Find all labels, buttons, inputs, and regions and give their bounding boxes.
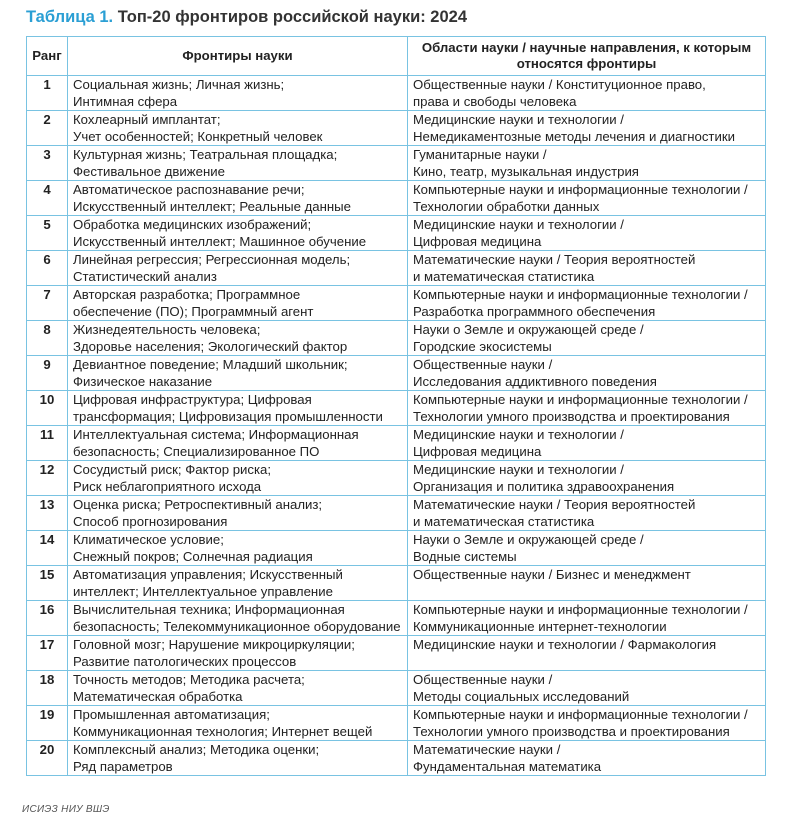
frontier-line: Промышленная автоматизация; [73, 707, 270, 722]
area-line: Компьютерные науки и информационные технологии / [413, 287, 748, 302]
area-cell [408, 601, 766, 636]
area-cell [408, 531, 766, 566]
frontier-cell [68, 671, 408, 706]
area-cell [408, 671, 766, 706]
frontier-cell [68, 356, 408, 391]
area-line: Медицинские науки и технологии / [413, 217, 624, 232]
area-line: Компьютерные науки и информационные технологии / [413, 602, 748, 617]
area-line: Городские экосистемы [413, 338, 552, 354]
header-areas-line1: Области науки / научные направления, [421, 39, 680, 55]
area-line: Общественные науки / Конституционное право, [413, 77, 706, 92]
area-line: Фундаментальная математика [413, 758, 602, 774]
frontier-line: Развитие патологических процессов [73, 653, 297, 669]
rank-cell: 9 [27, 356, 68, 391]
area-line: Медицинские науки и технологии / [413, 427, 624, 442]
area-cell [408, 181, 766, 216]
frontier-line: Кохлеарный имплантат; [73, 112, 221, 127]
rank-cell: 19 [27, 706, 68, 741]
area-line: Технологии умного производства и проектирования [413, 408, 730, 424]
frontier-line: Здоровье населения; Экологический фактор [73, 338, 348, 354]
rank-cell: 20 [27, 741, 68, 776]
frontier-line: безопасность; Телекоммуникационное оборудование [73, 618, 401, 634]
frontier-line: Климатическое условие; [73, 532, 224, 547]
frontier-cell [68, 76, 408, 111]
rank-cell: 14 [27, 531, 68, 566]
area-cell [408, 76, 766, 111]
frontier-line: Точность методов; Методика расчета; [73, 672, 305, 687]
area-line: Компьютерные науки и информационные технологии / [413, 392, 748, 407]
table-row [27, 496, 766, 531]
area-line: Общественные науки / [413, 672, 553, 687]
table-row [27, 706, 766, 741]
rank-cell: 17 [27, 636, 68, 671]
area-cell [408, 251, 766, 286]
area-line: Математические науки / [413, 742, 561, 757]
table-row [27, 461, 766, 496]
frontier-line: Культурная жизнь; Театральная площадка; [73, 147, 338, 162]
frontier-line: Физическое наказание [73, 373, 213, 389]
rank-cell: 3 [27, 146, 68, 181]
area-line: Разработка программного обеспечения [413, 303, 656, 319]
rank-cell: 1 [27, 76, 68, 111]
frontiers-table [26, 36, 766, 776]
rank-cell: 18 [27, 671, 68, 706]
rank-cell: 11 [27, 426, 68, 461]
area-line: Медицинские науки и технологии / [413, 112, 624, 127]
frontier-line: Вычислительная техника; Информационная [73, 602, 345, 617]
area-cell [408, 741, 766, 776]
frontier-line: Риск неблагоприятного исхода [73, 478, 262, 494]
rank-cell: 10 [27, 391, 68, 426]
table-row [27, 216, 766, 251]
table-row [27, 391, 766, 426]
area-cell [408, 636, 766, 671]
table-title [26, 8, 467, 27]
table-row [27, 356, 766, 391]
rank-cell: 6 [27, 251, 68, 286]
source-footer: ИСИЭЗ НИУ ВШЭ [22, 804, 110, 815]
table-row [27, 286, 766, 321]
area-line: Гуманитарные науки / [413, 147, 547, 162]
rank-cell: 13 [27, 496, 68, 531]
frontier-line: Обработка медицинских изображений; [73, 217, 312, 232]
frontier-line: Девиантное поведение; Младший школьник; [73, 357, 348, 372]
frontier-line: Искусственный интеллект; Реальные данные [73, 198, 351, 214]
frontier-line: Комплексный анализ; Методика оценки; [73, 742, 320, 757]
frontier-line: Интеллектуальная система; Информационная [73, 427, 359, 442]
frontier-cell [68, 636, 408, 671]
area-cell [408, 496, 766, 531]
frontier-cell [68, 216, 408, 251]
frontier-line: Головной мозг; Нарушение микроциркуляции; [73, 637, 355, 652]
table-row [27, 601, 766, 636]
frontier-line: интеллект; Интеллектуальное управление [73, 583, 333, 599]
frontier-line: Автоматизация управления; Искусственный [73, 567, 343, 582]
frontier-line: Линейная регрессия; Регрессионная модель; [73, 252, 351, 267]
frontier-line: обеспечение (ПО); Программный агент [73, 303, 314, 319]
frontier-cell [68, 391, 408, 426]
frontier-line: Коммуникационная технология; Интернет вещей [73, 723, 373, 739]
area-line: Исследования аддиктивного поведения [413, 373, 657, 389]
frontier-line: Автоматическое распознавание речи; [73, 182, 305, 197]
frontier-cell [68, 566, 408, 601]
frontier-cell [68, 286, 408, 321]
rank-cell: 16 [27, 601, 68, 636]
area-cell [408, 216, 766, 251]
frontier-cell [68, 321, 408, 356]
table-title-label: Таблица 1. [26, 8, 114, 26]
table-row [27, 426, 766, 461]
area-cell [408, 426, 766, 461]
frontier-line: безопасность; Специализированное ПО [73, 443, 320, 459]
frontier-cell [68, 111, 408, 146]
table-header-row [27, 37, 766, 76]
table-row [27, 181, 766, 216]
table-row [27, 531, 766, 566]
header-frontiers: Фронтиры науки [68, 37, 408, 76]
area-line: Водные системы [413, 548, 517, 564]
area-line: и математическая статистика [413, 513, 595, 529]
area-line: Математические науки / Теория вероятностей [413, 252, 696, 267]
frontier-line: Ряд параметров [73, 758, 173, 774]
table-row [27, 76, 766, 111]
frontier-line: Социальная жизнь; Личная жизнь; [73, 77, 285, 92]
frontier-cell [68, 496, 408, 531]
area-cell [408, 111, 766, 146]
frontier-cell [68, 706, 408, 741]
table-title-text: Топ-20 фронтиров российской науки: 2024 [117, 8, 468, 26]
area-line: Организация и политика здравоохранения [413, 478, 675, 494]
table-row [27, 671, 766, 706]
frontier-cell [68, 181, 408, 216]
frontier-line: трансформация; Цифровизация промышленности [73, 408, 383, 424]
area-line: Методы социальных исследований [413, 688, 630, 704]
area-line: Технологии умного производства и проектирования [413, 723, 730, 739]
frontier-cell [68, 426, 408, 461]
frontier-line: Учет особенностей; Конкретный человек [73, 128, 323, 144]
area-line: Науки о Земле и окружающей среде / [413, 322, 644, 337]
frontier-cell [68, 146, 408, 181]
area-line: Науки о Земле и окружающей среде / [413, 532, 644, 547]
area-line: и математическая статистика [413, 268, 595, 284]
frontier-cell [68, 601, 408, 636]
rank-cell: 15 [27, 566, 68, 601]
table-row [27, 111, 766, 146]
frontier-line: Искусственный интеллект; Машинное обучение [73, 233, 367, 249]
frontier-line: Математическая обработка [73, 688, 243, 704]
header-areas [408, 37, 766, 76]
area-line: Компьютерные науки и информационные технологии / [413, 707, 748, 722]
area-line: Немедикаментозные методы лечения и диагностики [413, 128, 735, 144]
area-line: Цифровая медицина [413, 443, 542, 459]
rank-cell: 2 [27, 111, 68, 146]
rank-cell: 8 [27, 321, 68, 356]
frontier-line: Авторская разработка; Программное [73, 287, 301, 302]
header-areas-line2: к которым относятся фронтиры [516, 39, 752, 71]
area-cell [408, 321, 766, 356]
frontier-cell [68, 461, 408, 496]
area-line: Коммуникационные интернет-технологии [413, 618, 667, 634]
area-cell [408, 391, 766, 426]
frontier-line: Жизнедеятельность человека; [73, 322, 261, 337]
frontier-line: Способ прогнозирования [73, 513, 228, 529]
area-line: Кино, театр, музыкальная индустрия [413, 163, 639, 179]
area-line: Технологии обработки данных [413, 198, 600, 214]
area-cell [408, 706, 766, 741]
area-line: права и свободы человека [413, 93, 577, 109]
area-cell [408, 356, 766, 391]
frontier-line: Интимная сфера [73, 93, 178, 109]
table-row [27, 636, 766, 671]
header-rank: Ранг [27, 37, 68, 76]
table-row [27, 251, 766, 286]
table-row [27, 321, 766, 356]
table-row [27, 146, 766, 181]
frontier-line: Фестивальное движение [73, 163, 225, 179]
rank-cell: 5 [27, 216, 68, 251]
area-line: Цифровая медицина [413, 233, 542, 249]
area-cell [408, 461, 766, 496]
rank-cell: 12 [27, 461, 68, 496]
frontier-line: Статистический анализ [73, 268, 217, 284]
area-line: Математические науки / Теория вероятностей [413, 497, 696, 512]
area-line: Общественные науки / [413, 357, 553, 372]
table-body [27, 76, 766, 776]
frontier-line: Снежный покров; Солнечная радиация [73, 548, 313, 564]
rank-cell: 4 [27, 181, 68, 216]
frontier-line: Цифровая инфраструктура; Цифровая [73, 392, 312, 407]
rank-cell: 7 [27, 286, 68, 321]
table-row [27, 741, 766, 776]
frontier-cell [68, 251, 408, 286]
area-line: Общественные науки / Бизнес и менеджмент [413, 567, 691, 582]
frontier-cell [68, 741, 408, 776]
frontier-line: Оценка риска; Ретроспективный анализ; [73, 497, 323, 512]
area-line: Медицинские науки и технологии / [413, 462, 624, 477]
table-row [27, 566, 766, 601]
frontier-cell [68, 531, 408, 566]
area-line: Медицинские науки и технологии / Фармакология [413, 637, 717, 652]
area-line: Компьютерные науки и информационные технологии / [413, 182, 748, 197]
area-cell [408, 146, 766, 181]
frontier-line: Сосудистый риск; Фактор риска; [73, 462, 272, 477]
area-cell [408, 566, 766, 601]
area-cell [408, 286, 766, 321]
